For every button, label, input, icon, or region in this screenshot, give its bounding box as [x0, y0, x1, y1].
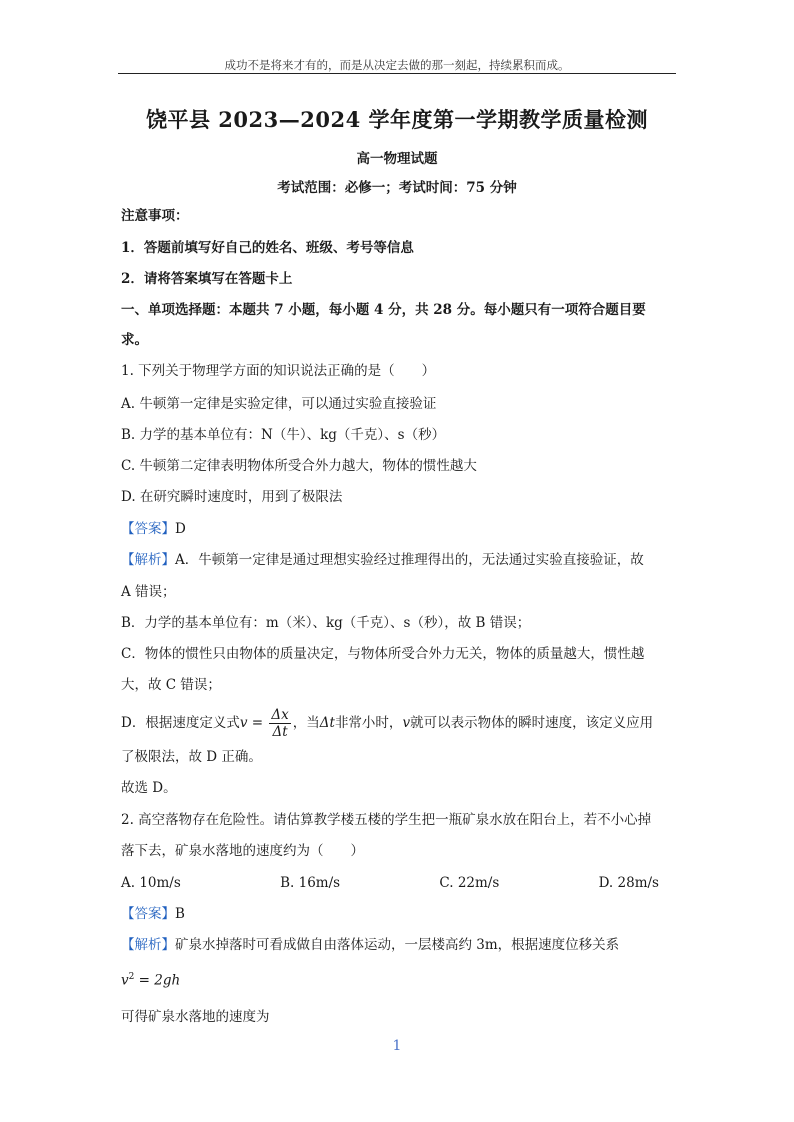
- q1-analysis-c-line2: 大，故 C 错误；: [121, 677, 221, 693]
- q1-conclusion: 故选 D。: [121, 780, 177, 796]
- notes-item-1: 1．答题前填写好自己的姓名、班级、考号等信息: [121, 240, 414, 256]
- formula-exponent: 2: [128, 972, 135, 982]
- header-rule: [118, 73, 676, 74]
- q2-option-c: C. 22m/s: [439, 875, 500, 891]
- q1-option-a: A. 牛顿第一定律是实验定律，可以通过实验直接验证: [121, 396, 437, 412]
- q1-option-b: B. 力学的基本单位有：N（牛）、kg（千克）、s（秒）: [121, 427, 446, 443]
- answer-tag: 【答案】: [121, 521, 175, 537]
- q2-answer: [121, 905, 681, 923]
- notes-item-2: 2．请将答案填写在答题卡上: [121, 271, 293, 287]
- analysis-tag: 【解析】: [121, 937, 175, 953]
- formula-equals: =: [247, 715, 268, 731]
- q1-stem: 1. 下列关于物理学方面的知识说法正确的是（ ）: [121, 363, 436, 379]
- q2-analysis-text: 矿泉水掉落时可看成做自由落体运动，一层楼高约 3m，根据速度位移关系: [175, 937, 620, 953]
- q2-answer-value: B: [175, 906, 185, 922]
- q2-options: [121, 874, 681, 892]
- formula-rest: = 2gh: [134, 972, 181, 989]
- q1-analysis-d-line1: [121, 706, 681, 740]
- q1-analysis-a-line2: A 错误；: [121, 584, 176, 600]
- q1-analysis-b: B．力学的基本单位有：m（米）、kg（千克）、s（秒），故 B 错误；: [121, 615, 531, 631]
- q1-analysis-a-text: A．牛顿第一定律是通过理想实验经过推理得出的，无法通过实验直接验证，故: [175, 552, 644, 568]
- q2-option-d: D. 28m/s: [598, 875, 659, 891]
- q2-stem-line2: 落下去，矿泉水落地的速度约为（ ）: [121, 843, 364, 859]
- q2-formula: [121, 968, 681, 990]
- page-subtitle: 高一物理试题: [356, 151, 438, 167]
- page-title: 饶平县 2023—2024 学年度第一学期教学质量检测: [145, 107, 648, 132]
- q2-stem-line1: 2. 高空落物存在危险性。请估算教学楼五楼的学生把一瓶矿泉水放在阳台上，若不小心掉: [121, 812, 652, 828]
- q2-analysis-line1: [121, 936, 681, 954]
- formula-delta-t: Δt: [319, 715, 335, 731]
- q1-analysis-d-mid1: ，当: [292, 715, 320, 731]
- formula-var-v: v: [239, 715, 248, 731]
- q2-option-b: B. 16m/s: [280, 875, 341, 891]
- answer-tag: 【答案】: [121, 906, 175, 922]
- analysis-tag: 【解析】: [121, 552, 175, 568]
- q1-option-c: C. 牛顿第二定律表明物体所受合外力越大，物体的惯性越大: [121, 458, 477, 474]
- q1-analysis-d-prefix: D．根据速度定义式: [121, 715, 240, 731]
- fraction-numerator: Δx: [271, 706, 289, 723]
- q2-option-a: A. 10m/s: [121, 875, 181, 891]
- fraction-denominator: Δt: [272, 723, 288, 740]
- q1-option-d: D. 在研究瞬时速度时，用到了极限法: [121, 489, 343, 505]
- formula-var-v: v: [121, 972, 129, 989]
- q1-analysis-d-rest: 就可以表示物体的瞬时速度，该定义应用: [410, 715, 654, 731]
- exam-info: 考试范围：必修一；考试时间：75 分钟: [277, 180, 517, 196]
- header-motto: 成功不是将来才有的，而是从决定去做的那一刻起，持续累积而成。: [224, 58, 570, 72]
- q1-analysis-d-mid2: 非常小时，: [334, 715, 403, 731]
- q1-answer-value: D: [175, 521, 186, 537]
- q1-answer: [121, 520, 681, 538]
- q1-analysis-d-line2: 了极限法，故 D 正确。: [121, 749, 262, 765]
- page-number: 1: [392, 1038, 402, 1054]
- q1-analysis-a-line1: [121, 551, 681, 569]
- section1-heading-line2: 求。: [121, 332, 148, 348]
- q1-analysis-c-line1: C．物体的惯性只由物体的质量决定，与物体所受合外力无关，物体的质量越大，惯性越: [121, 646, 645, 662]
- velocity-fraction: [269, 707, 290, 740]
- section1-heading-line1: 一、单项选择题：本题共 7 小题，每小题 4 分，共 28 分。每小题只有一项符合题目要: [121, 302, 646, 318]
- q2-analysis-line2: 可得矿泉水落地的速度为: [121, 1009, 270, 1025]
- notes-heading: 注意事项：: [121, 208, 189, 224]
- formula-var-v2: v: [402, 715, 411, 731]
